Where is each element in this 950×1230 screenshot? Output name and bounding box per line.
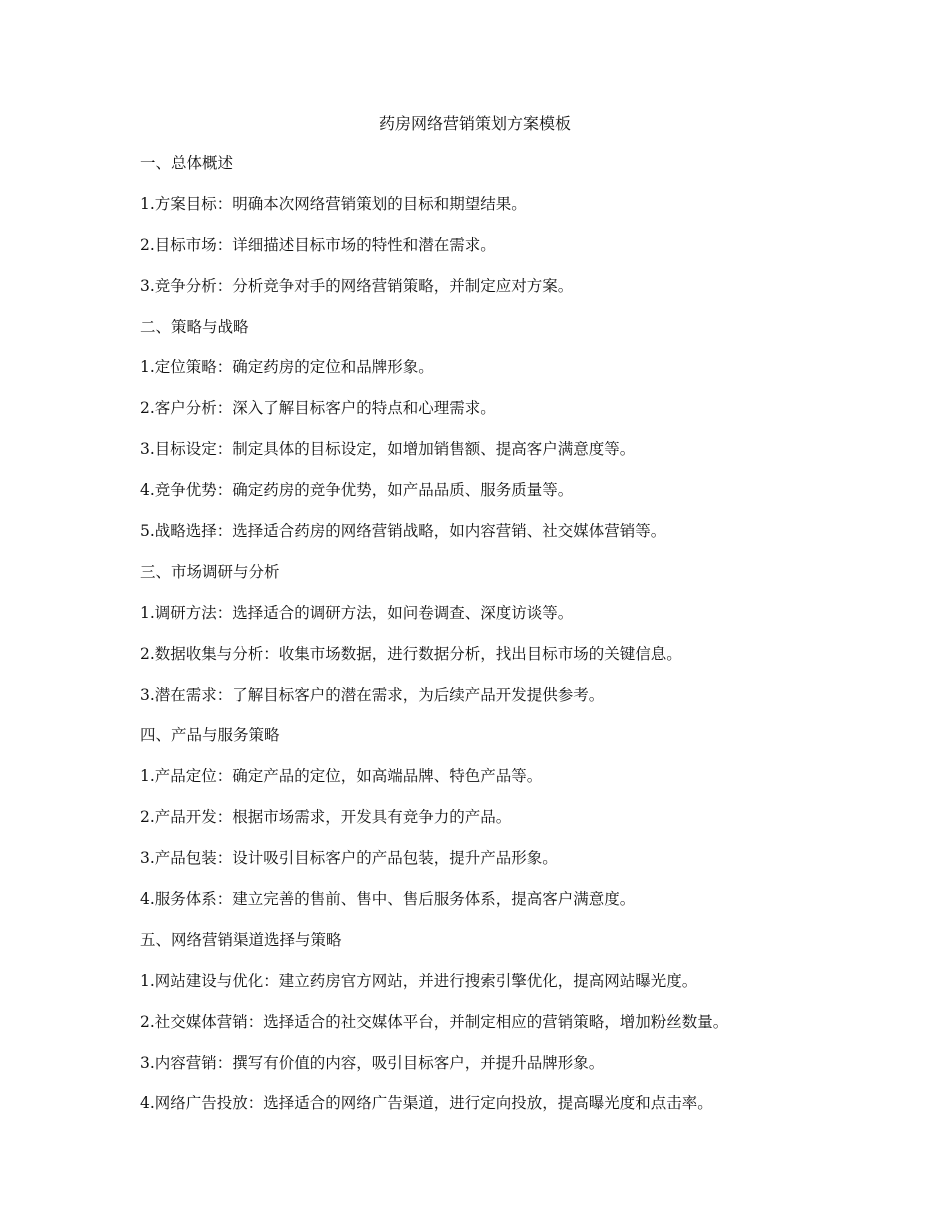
list-item: 3.竞争分析：分析竞争对手的网络营销策略，并制定应对方案。	[140, 276, 574, 295]
section-heading: 二、策略与战略	[140, 317, 249, 336]
list-item: 1.调研方法：选择适合的调研方法，如问卷调查、深度访谈等。	[140, 603, 574, 622]
list-item: 5.战略选择：选择适合药房的网络营销战略，如内容营销、社交媒体营销等。	[140, 522, 667, 541]
list-item: 1.网站建设与优化：建立药房官方网站，并进行搜索引擎优化，提高网站曝光度。	[140, 971, 698, 990]
section-heading: 五、网络营销渠道选择与策略	[140, 930, 342, 949]
list-item: 1.定位策略：确定药房的定位和品牌形象。	[140, 358, 434, 377]
list-item: 4.网络广告投放：选择适合的网络广告渠道，进行定向投放，提高曝光度和点击率。	[140, 1094, 713, 1113]
list-item: 4.竞争优势：确定药房的竞争优势，如产品品质、服务质量等。	[140, 481, 574, 500]
section-heading: 四、产品与服务策略	[140, 726, 280, 745]
list-item: 3.目标设定：制定具体的目标设定，如增加销售额、提高客户满意度等。	[140, 440, 636, 459]
list-item: 4.服务体系：建立完善的售前、售中、售后服务体系，提高客户满意度。	[140, 890, 636, 909]
section-heading: 三、市场调研与分析	[140, 562, 280, 581]
document-title: 药房网络营销策划方案模板	[378, 114, 571, 133]
list-item: 3.潜在需求：了解目标客户的潜在需求，为后续产品开发提供参考。	[140, 685, 605, 704]
document-body	[140, 152, 930, 1133]
list-item: 2.产品开发：根据市场需求，开发具有竞争力的产品。	[140, 808, 512, 827]
list-item: 1.方案目标：明确本次网络营销策划的目标和期望结果。	[140, 194, 527, 213]
list-item: 2.客户分析：深入了解目标客户的特点和心理需求。	[140, 399, 496, 418]
list-item: 1.产品定位：确定产品的定位，如高端品牌、特色产品等。	[140, 767, 543, 786]
list-item: 3.内容营销：撰写有价值的内容，吸引目标客户，并提升品牌形象。	[140, 1053, 605, 1072]
list-item: 3.产品包装：设计吸引目标客户的产品包装，提升产品形象。	[140, 849, 558, 868]
list-item: 2.社交媒体营销：选择适合的社交媒体平台，并制定相应的营销策略，增加粉丝数量。	[140, 1012, 729, 1031]
list-item: 2.目标市场：详细描述目标市场的特性和潜在需求。	[140, 235, 496, 254]
section-heading: 一、总体概述	[140, 154, 234, 172]
list-item: 2.数据收集与分析：收集市场数据，进行数据分析，找出目标市场的关键信息。	[140, 644, 682, 663]
